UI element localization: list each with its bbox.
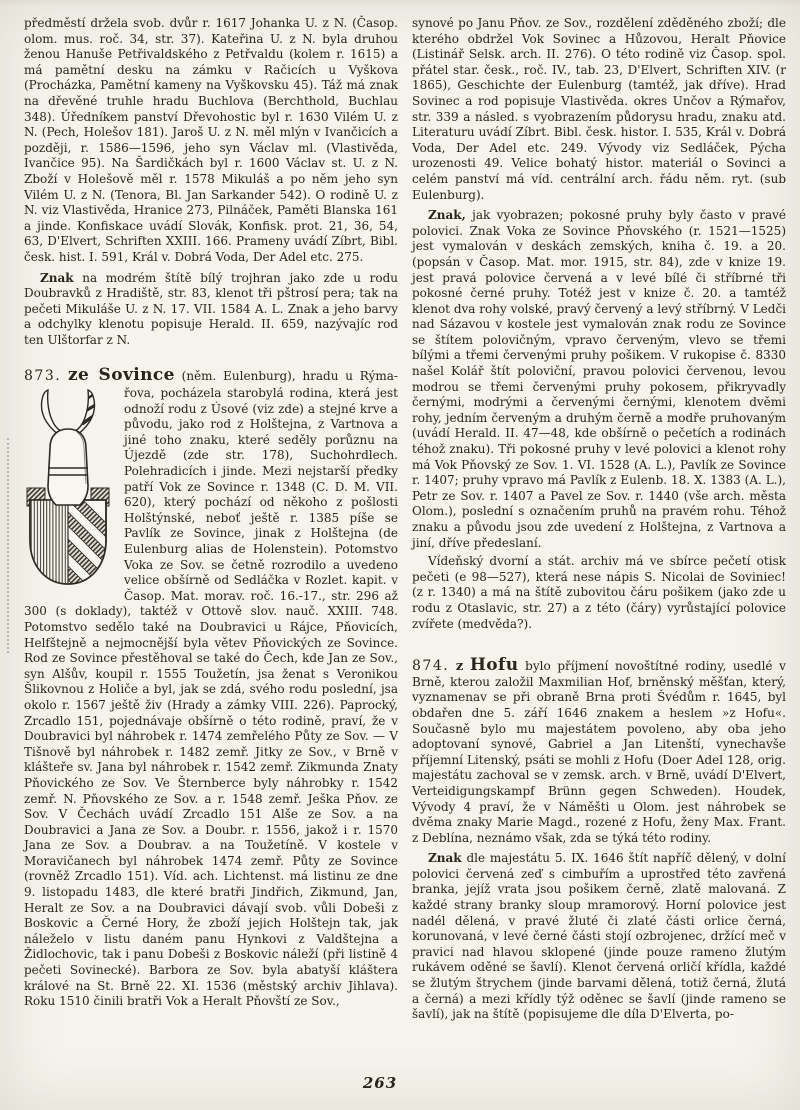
section-874-body-text: bylo příjmení novoštítné rodiny, usedlé v Brně, kterou založil Maxmilian Hof, brněnský měšťan, který, vyznamenav se při obraně Brna proti Švédům r. 1645, byl obdařen dne 5. září 1646 znakem a heslem »z Hofu«. Současně bylo mu majestátem povoleno, aby oba jeho adoptovaní synové, Gabriel a Jan Litenští, vynechavše příjemní Litenský, psáti se mohli z Hofu (Doer Adel 128, orig. majestátu zachoval se v zemsk. arch. v Brně, uvádí D'Elvert, Verteidigungskampf Brünn gegen Schweden). Houdek, Vývody 4 praví, že v Náměšti u Olom. jest náhrobek se dvěma znaky Marie Magd., rozené z Hofu, ženy Max. Frant. z Deblína, neznámo však, zda se týká této rodiny. bbox=[412, 659, 786, 845]
paragraph-sovinec-continuation: synové po Janu Pňov. ze Sov., rozdělení zděděného zboží; dle kterého obdržel Vok Sovinec a Hůzovou, Heralt Pňovice (Listinář Selsk. arch. II. 276). O této rodině viz Časop. spol. přátel star. česk., roč. IV., tab. 23, D'Elvert, Schriften XIV. (r 1865), Geschichte der Eulenburg (tamtéž, jak dříve). Hrad Sovinec a rod popisuje Vlastivěda. okres Unčov a Rýmařov, str. 339 a násled. s vyobrazením půdorysu hradu, znaku atd. Literaturu uvádí Zíbrt. Bibl. česk. histor. I. 535, Král v. Dobrá Voda, Der Adel etc. 249. Vývody viz Sedláček, Pýcha urozenosti 49. Velice bohatý histor. materiál o Sovinci a celém panství má víd. centrální arch. řádu něm. ryt. (sub Eulenburg). bbox=[412, 16, 786, 202]
paragraph-ulstorf-znak bbox=[24, 271, 398, 349]
paragraph-hof-znak-text: dle majestátu 5. IX. 1646 štít napříč dělený, v dolní polovici červená zeď s cimbuřím a uprostřed této zavřená branka, jejíž vrata jsou pošikem černě, zlatě malovaná. Z každé strany branky sloup mramorový. Horní polovice jest nadél dělená, v pravé žluté či zlaté části orlice černá, korunovaná, v levé černé části stojí ozbrojenec, držící meč v pravici nad hlavou sklopené (jinde pouze rameno žlutým rukávem oděné se šavlí). Klenot červená orličí křídla, každé se žlutým štrychem (jinde barvami dělená, totiž černá, žlutá a černá) a mezi křídly týž oděnec se šavlí (jinde rameno se šavlí), jak na štítě (popisujeme dle díla D'Elverta, po- bbox=[412, 851, 786, 1022]
section-874-title: Hofu bbox=[469, 655, 519, 676]
lead-word-znak: Znak, bbox=[428, 208, 466, 223]
paragraph-ulstorf-continuation: předměstí držela svob. dvůr r. 1617 Johanka U. z N. (Časop. olom. mus. roč. 34, str. 37). Kateřina U. z N. byla druhou ženou Hanuše Petřivaldského z Petřvaldu (kolem r. 1615) a má pamětní desku na zámku v Račicích u Vyškova (Procházka, Pamětní kameny na Vyškovsku 45). Táž má znak na dřevěné truhle hradu Buchlova (Berchthold, Buchlau 348). Úředníkem panství Dřevohostic byl r. 1630 Vilém U. z N. (Pech, Holešov 181). Jaroš U. z N. měl mlýn v Ivančicích a později, r. 1586—1596, jeho syn Václav ml. (Vlastivěda, Ivančice 95). Na Šardičkách byl r. 1600 Václav st. U. z N. Zboží v Holešově měl r. 1578 Mikuláš a po něm jeho syn Vilém U. z N. (Tenora, Bl. Jan Sarkander 542). O rodině U. z N. viz Vlastivěda, Hranice 273, Pilnáček, Paměti Blanska 161 a jinde. Konfiskace uvádí Slovák, Konfisk. prot. 21, 36, 54, 63, D'Elvert, Schriften XXIII. 166. Prameny uvádí Zíbrt, Bibl. česk. hist. I. 591, Král v. Dobrá Voda, Der Adel etc. 275. bbox=[24, 16, 398, 264]
section-873-heading-rest: (něm. Eulenburg), hradu u Rýma- bbox=[181, 369, 398, 384]
section-873-heading bbox=[24, 365, 398, 386]
page-number: 263 bbox=[362, 1074, 398, 1092]
left-column bbox=[24, 16, 398, 1110]
section-873-body-text: řova, pocházela starobylá rodina, která jest odnoží rodu z Úsové (viz zde) a stejné krve a původu, jako rod z Holštejna, z Vartnova a jiné toho znaku, které seděly porůznu na Újezdě (zde str. 178), Suchohrdlech. Polehradicích i jinde. Mezi nejstarší předky patří Vok ze Sovince r. 1348 (C. D. M. VII. 620), který pochází od někoho z pošlosti Holštýnské, neboť ještě r. 1385 píše se Pavlík ze Sovince, jinak z Holštejna (de Eulenburg alias de Holenstein). Potomstvo Voka ze Sov. se četně rozrodilo a uvedeno velice obšírně od Sedláčka v Rozlet. kapit. v Časop. Mat. morav. roč. 16.-17., str. 296 až 300 (s doklady), taktéž v Ottově slov. nauč. XXIII. 748. Potomstvo sedělo také na Doubravici u Rájce, Pňovicích, Helfštejně a nejmocnější byla větev Pňovických ze Sovince. Rod ze Sovince přestěhoval se také do Čech, kde Jan ze Sov., syn Alšův, koupil r. 1555 Toužetín, jsa ženat s Veronikou Šlikovnou z Holiče a byl, jak se zdá, svého rodu poslední, jsa okolo r. 1567 ještě živ (Hrady a zámky VIII. 226). Paprocký, Zrcadlo 151, pojednávaje obšírně o této rodině, praví, že v Doubravici byl náhrobek r. 1474 zemřelého Půty ze Sov. — V Tišnově byl náhrobek r. 1482 zemř. Jitky ze Sov., v Brně v klášteře sv. Jana byl náhrobek r. 1542 zemř. Zikmunda Znaty Pňovického ze Sov. Ve Šternberce byly náhrobky r. 1542 zemř. N. Pňovského ze Sov. a r. 1548 zemř. Ješka Pňov. ze Sov. V Čechách uvádí Zrcadlo 151 Alše ze Sov. a na Doubravici a Jana ze Sov. a Doubr. r. 1556, jakož i r. 1570 Jana ze Sov. a Doubrav. a na Toužetíně. V kostele v Moravičanech byl náhrobek 1474 zemř. Půty ze Sovince (rovněž Zrcadlo 151). Víd. ach. Lichtenst. má listinu ze dne 9. listopadu 1483, dle které bratři Jindřich, Zikmund, Jan, Heralt ze Sov. a na Doubravici dávají svob. vůli Dobeši z Boskovic a Černé Hory, že zboží jejich Holštejn tak, jak náleželo v listu daném panu Hynkovi z Valdštejna a Židlochovic, tak i panu Dobeši z Boskovic náleží (při listině 4 pečeti Sovinecké). Barbora ze Sov. byla abatyší kláštera králové na St. Brně 22. XI. 1536 (městský archiv Jihlava). Roku 1510 činili bratři Vok a Heralt Pňovští ze Sov., bbox=[24, 386, 398, 1009]
paragraph-vienna-archive: Vídeňský dvorní a stát. archiv má ve sbírce pečetí otisk pečeti (e 98—527), která nese nápis S. Nicolai de Soviniec! (z r. 1340) a má na štítě zubovitou čáru pošikem (jako zde u rodu z Otaslavic, str. 27) a z této (čáry) vyrůstající polovice zvířete (medvěda?). bbox=[412, 554, 786, 631]
section-874-number: 874. bbox=[412, 658, 450, 675]
section-873-title: ze Sovince bbox=[67, 365, 175, 386]
right-column bbox=[412, 16, 786, 1110]
paragraph-sovinec-znak-text: jak vyobrazen; pokosné pruhy byly často v pravé polovici. Znak Voka ze Sovince Pňovského (r. 1521—1525) jest vymalován v deskách zemských, kniha č. 19. a 20. (popsán v Časop. Mat. mor. 1915, str. 84), zde v knize 19. jest pravá polovice červená a v levé bílé či stříbrné tři pokosné černé pruhy. Totéž jest v knize č. 20. a tamtéž klenot dva rohy volské, pravý červený a levý stříbrný. V Ledči nad Sázavou v kostele jest vymalován znak rodu ze Sovince se štítem polovičným, vpravo červeným, vlevo se třemi bílými a třemi červenými pruhy pošikem. V rukopise č. 8330 našel Kolář štít poloviční, pravou polovici červenou, levou modrou se třemi červenými pruhy pokosem, přikryvadly černými, modrými a červenými černými, klenotem dvěmi rohy, jedním červeným a druhým černě a modře pruhovaným (uvádí Herald. II. 47—48, kde obšírně o pečetích a rodinách téhož znaku). Tři pokosné pruhy v levé polovici a klenot rohy má Vok Pňovský ze Sov. 1. VI. 1528 (A. L.), Pavlík ze Sovince r. 1407; pruhy vpravo má Pavlík z Eulenb. 18. X. 1383 (A. L.), Petr ze Sov. r. 1407 a Pavel ze Sov. r. 1440 (vše arch. města Olom.), poslední s označením pruhů na pravém rohu. Téhož znaku a původu jsou zde uvedení z Holštejna, z Vartnova a jiní, dříve předeslaní. bbox=[412, 208, 786, 550]
section-873-number: 873. bbox=[24, 368, 62, 385]
section-874-preposition: z bbox=[455, 659, 464, 675]
paragraph-sovinec-znak bbox=[412, 208, 786, 551]
sovinec-coat-of-arms-icon bbox=[24, 388, 112, 588]
section-873-body bbox=[24, 386, 398, 1010]
paragraph-ulstorf-znak-text: na modrém štítě bílý trojhran jako zde u rodu Doubravků z Hradiště, str. 83, klenot tři pštrosí pera; tak na pečeti Mikuláše U. z N. 17. VII. 1584 A. L. Znak a jeho barvy a odchylky klenotu popisuje Herald. II. 659, nazývajíc rod ten Ulštorfar z N. bbox=[24, 270, 398, 347]
lead-word-znak: Znak bbox=[428, 851, 462, 866]
section-874-paragraph bbox=[412, 655, 786, 846]
lead-word-znak: Znak bbox=[40, 270, 74, 285]
paragraph-hof-znak bbox=[412, 851, 786, 1023]
